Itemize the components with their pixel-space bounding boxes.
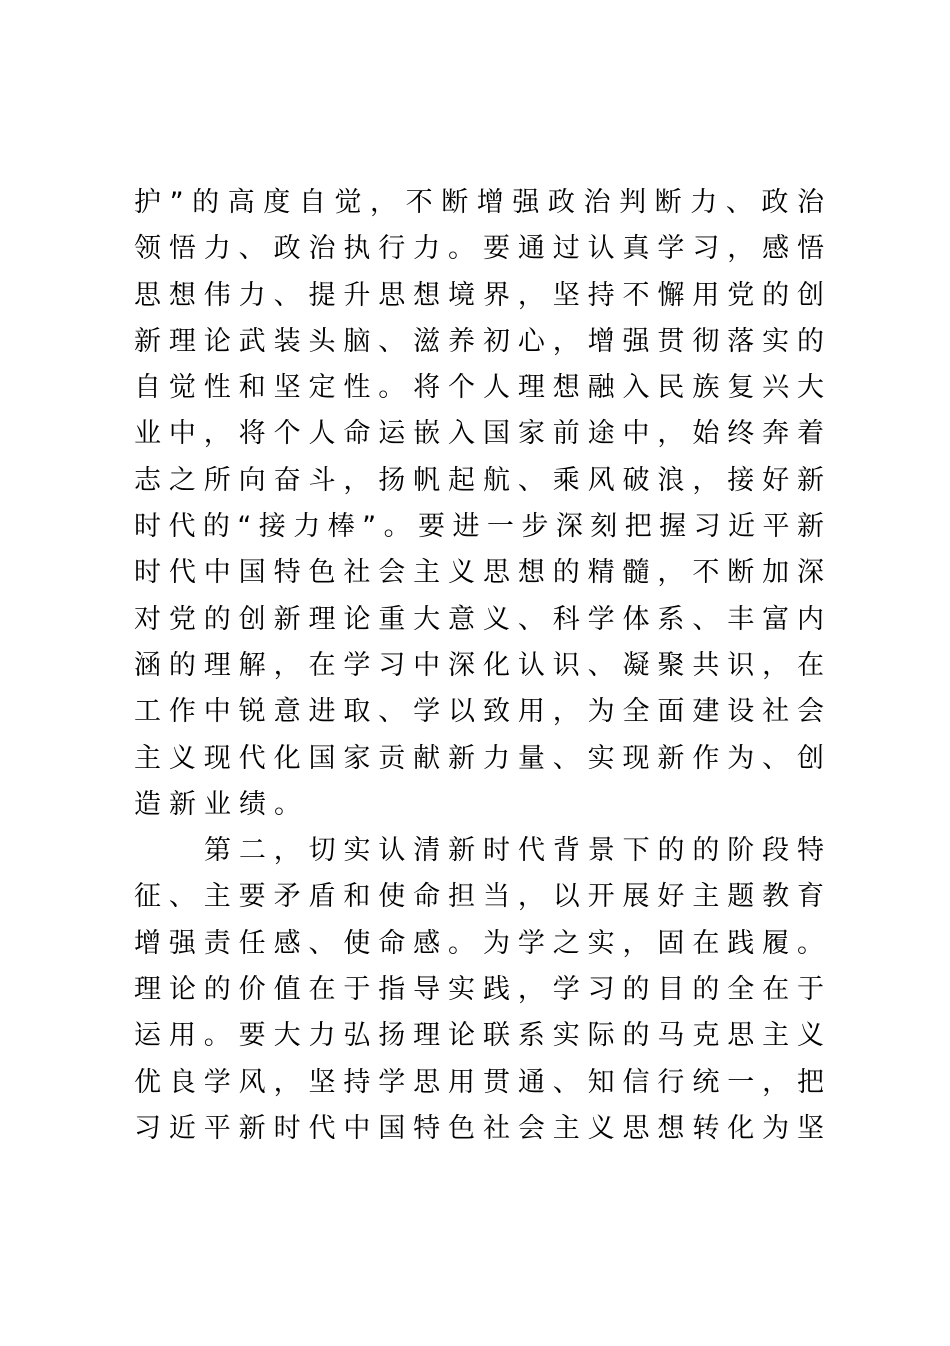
text-line: 习近平新时代中国特色社会主义思想转化为坚 xyxy=(134,1112,824,1144)
text-line: 对党的创新理论重大意义、科学体系、丰富内 xyxy=(134,603,824,635)
text-line: 主义现代化国家贡献新力量、实现新作为、创 xyxy=(134,742,824,774)
text-line: 涵的理解，在学习中深化认识、凝聚共识，在 xyxy=(134,649,824,681)
text-line: 志之所向奋斗，扬帆起航、乘风破浪，接好新 xyxy=(134,464,824,496)
text-line: 时代中国特色社会主义思想的精髓，不断加深 xyxy=(134,557,824,589)
text-line: 新理论武装头脑、滋养初心，增强贯彻落实的 xyxy=(134,325,824,357)
text-line: 征、主要矛盾和使命担当，以开展好主题教育 xyxy=(134,881,824,913)
text-line: 思想伟力、提升思想境界，坚持不懈用党的创 xyxy=(134,279,824,311)
text-line: 业中，将个人命运嵌入国家前途中，始终奔着 xyxy=(134,418,824,450)
text-line: 运用。要大力弘扬理论联系实际的马克思主义 xyxy=(134,1020,824,1052)
paragraph-start-line: 第二，切实认清新时代背景下的的阶段特 xyxy=(204,835,824,867)
paragraph-end-line: 造新业绩。 xyxy=(134,788,309,820)
text-line: 优良学风，坚持学思用贯通、知信行统一，把 xyxy=(134,1066,824,1098)
text-line: 领悟力、政治执行力。要通过认真学习，感悟 xyxy=(134,233,824,265)
text-line: 工作中锐意进取、学以致用，为全面建设社会 xyxy=(134,696,824,728)
text-line: 理论的价值在于指导实践，学习的目的全在于 xyxy=(134,974,824,1006)
body-text xyxy=(134,180,824,1152)
text-line: 护”的高度自觉，不断增强政治判断力、政治 xyxy=(134,187,824,218)
text-line: 时代的“接力棒”。要进一步深刻把握习近平新 xyxy=(134,511,824,543)
text-line: 自觉性和坚定性。将个人理想融入民族复兴大 xyxy=(134,372,824,404)
text-line: 增强责任感、使命感。为学之实，固在践履。 xyxy=(134,927,824,959)
